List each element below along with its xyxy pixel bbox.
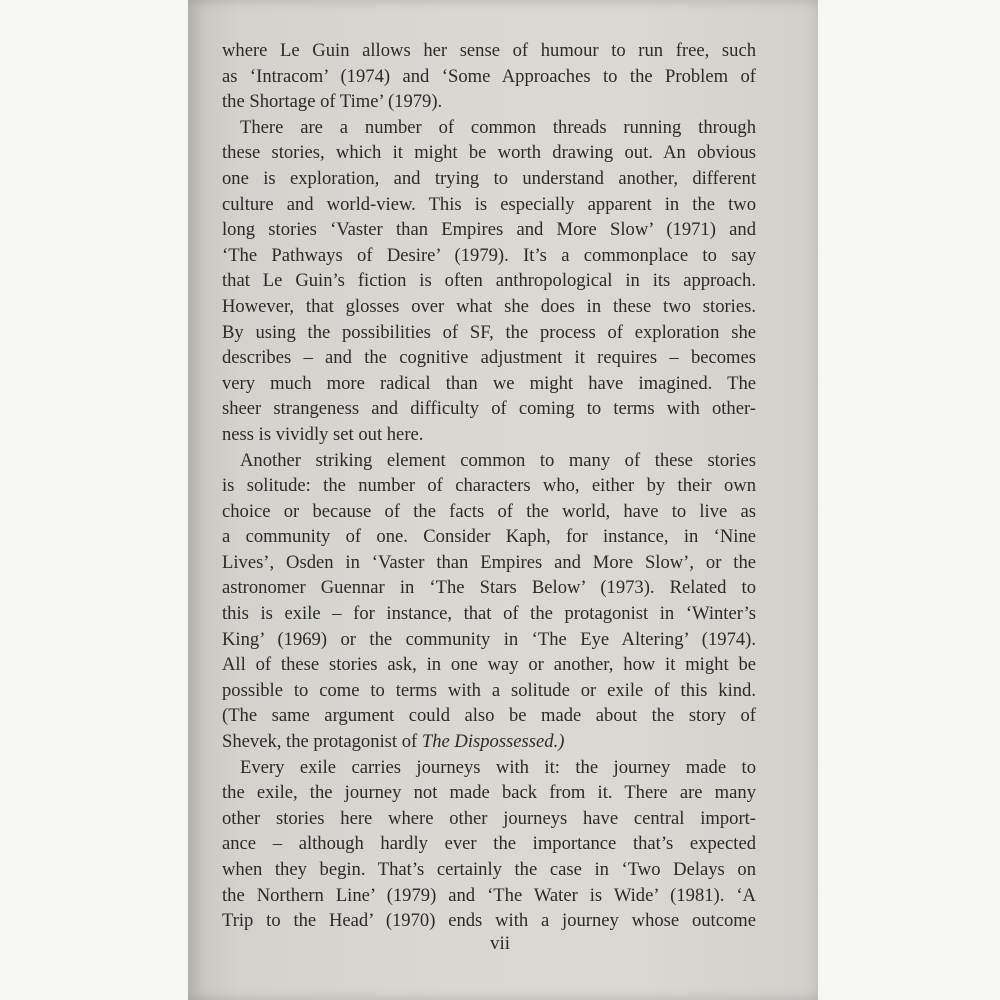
text-line: is solitude: the number of characters who, either by their own — [222, 475, 756, 497]
text-line: King’ (1969) or the community in ‘The Eye Altering’ (1974). — [222, 628, 756, 650]
text-line: that Le Guin’s fiction is often anthropological in its approach. — [222, 270, 756, 292]
text-line: culture and world-view. This is especially apparent in the two — [222, 193, 756, 215]
text-line-prefix: Shevek, the protagonist of — [222, 731, 422, 753]
text-line: astronomer Guennar in ‘The Stars Below’ (1973). Related to — [222, 577, 756, 599]
text-line: (The same argument could also be made about the story of — [222, 705, 756, 727]
text-line: Another striking element common to many of these stories — [240, 449, 756, 471]
text-line: There are a number of common threads running through — [240, 116, 756, 138]
text-line: All of these stories ask, in one way or another, how it might be — [222, 654, 756, 676]
text-line: as ‘Intracom’ (1974) and ‘Some Approaches to the Problem of — [222, 65, 756, 87]
text-line: very much more radical than we might have imagined. The — [222, 372, 756, 394]
text-line: ance – although hardly ever the importance that’s expected — [222, 833, 756, 855]
text-line: Lives’, Osden in ‘Vaster than Empires and More Slow’, or the — [222, 551, 756, 573]
text-line: other stories here where other journeys have central import- — [222, 807, 756, 829]
text-line: the Northern Line’ (1979) and ‘The Water is Wide’ (1981). ‘A — [222, 884, 756, 906]
text-line: Every exile carries journeys with it: the journey made to — [240, 756, 756, 778]
text-line: this is exile – for instance, that of the protagonist in ‘Winter’s — [222, 603, 756, 625]
text-line: a community of one. Consider Kaph, for instance, in ‘Nine — [222, 526, 756, 548]
book-title-italic: The Dispossessed.) — [421, 731, 565, 753]
text-line: one is exploration, and trying to understand another, different — [222, 167, 756, 189]
text-line: ness is vividly set out here. — [222, 423, 424, 445]
text-line: However, that glosses over what she does in these two stories. — [222, 295, 756, 317]
text-line: By using the possibilities of SF, the process of exploration she — [222, 321, 756, 343]
text-line: long stories ‘Vaster than Empires and More Slow’ (1971) and — [222, 219, 756, 241]
text-line: ‘The Pathways of Desire’ (1979). It’s a commonplace to say — [222, 244, 756, 266]
body-text — [222, 38, 756, 934]
text-line: possible to come to terms with a solitude or exile of this kind. — [222, 679, 756, 701]
text-line: choice or because of the facts of the world, have to live as — [222, 500, 756, 522]
text-line: Trip to the Head’ (1970) ends with a journey whose outcome — [222, 910, 756, 932]
page-number: vii — [489, 933, 511, 954]
text-line: the Shortage of Time’ (1979). — [222, 91, 443, 113]
text-line-with-title — [222, 729, 756, 755]
text-line: the exile, the journey not made back from it. There are many — [222, 782, 756, 804]
text-line: these stories, which it might be worth drawing out. An obvious — [222, 142, 756, 164]
text-line: when they begin. That’s certainly the case in ‘Two Delays on — [222, 859, 756, 880]
text-line: sheer strangeness and difficulty of coming to terms with other- — [222, 398, 756, 420]
text-line: where Le Guin allows her sense of humour to run free, such — [222, 40, 756, 61]
text-line: describes – and the cognitive adjustment it requires – becomes — [222, 347, 756, 369]
